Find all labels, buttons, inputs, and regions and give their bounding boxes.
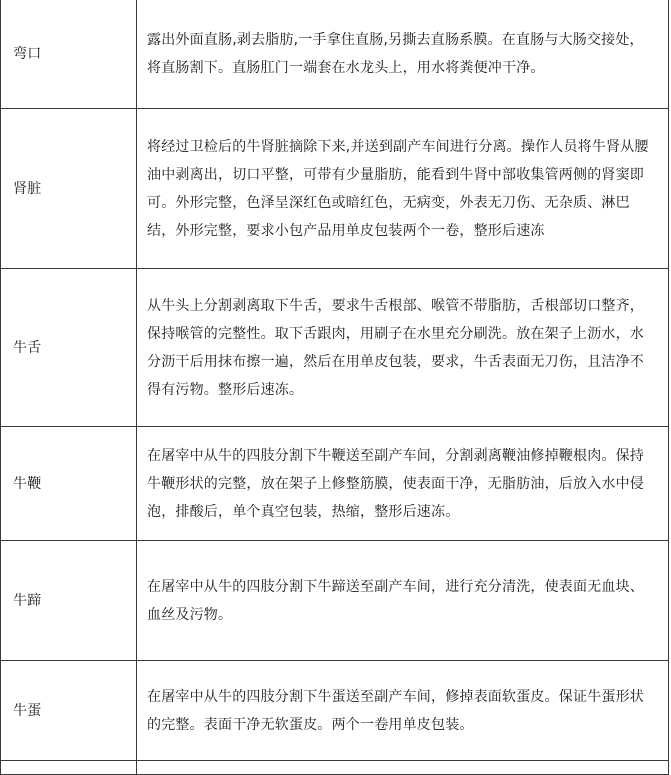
table-row-partial (1, 761, 669, 775)
row-name: 肾脏 (13, 180, 42, 197)
row-description: 在屠宰中从牛的四肢分割下牛蹄送至副产车间，进行充分清洗，使表面无血块、血丝及污物。 (147, 578, 644, 623)
row-name-cell (1, 269, 137, 427)
row-name: 牛蛋 (13, 702, 42, 719)
row-description-cell (137, 541, 669, 661)
row-description: 在屠宰中从牛的四肢分割下牛鞭送至副产车间，分割剥离鞭油修掉鞭根肉。保持牛鞭形状的完整，放在架子上修整筋膜，使表面干净，无脂肪油，后放入水中侵泡，排酸后，单个真空包装，热缩，整形后速冻。 (147, 447, 644, 520)
row-name-cell (1, 109, 137, 269)
row-name: 牛鞭 (13, 475, 42, 492)
row-description: 露出外面直肠,剥去脂肪,一手拿住直肠,另撕去直肠系膜。在直肠与大肠交接处，将直肠割下。直肠肛门一端套在水龙头上，用水将粪便冲干净。 (147, 31, 644, 76)
row-description-cell (137, 109, 669, 269)
row-name-cell (1, 541, 137, 661)
row-name-cell (1, 0, 137, 109)
row-name: 牛舌 (13, 339, 42, 356)
row-description: 在屠宰中从牛的四肢分割下牛蛋送至副产车间，修掉表面软蛋皮。保证牛蛋形状的完整。表面干净无软蛋皮。两个一卷用单皮包装。 (147, 688, 644, 733)
table-row (1, 109, 669, 269)
row-name: 牛蹄 (13, 592, 42, 609)
row-description-cell (137, 0, 669, 109)
row-name-cell (1, 761, 137, 775)
row-description-cell (137, 427, 669, 541)
row-description: 从牛头上分割剥离取下牛舌，要求牛舌根部、喉管不带脂肪，舌根部切口整齐，保持喉管的完整性。取下舌跟肉，用刷子在水里充分刷洗。放在架子上沥水，水分沥干后用抹布擦一遍，然后在用单皮包装，要求，牛舌表面无刀伤，且洁净不得有污物。整形后速冻。 (147, 297, 644, 398)
row-name: 弯口 (13, 45, 42, 62)
row-name-cell (1, 427, 137, 541)
table-row (1, 661, 669, 761)
row-description-cell (137, 761, 669, 775)
table-row (1, 0, 669, 109)
table-row (1, 427, 669, 541)
row-description-cell (137, 269, 669, 427)
row-description-cell (137, 661, 669, 761)
table-row (1, 269, 669, 427)
row-description: 将经过卫检后的牛肾脏摘除下来,并送到副产车间进行分离。操作人员将牛肾从腰油中剥离出，切口平整，可带有少量脂肪，能看到牛肾中部收集管两侧的肾窦即可。外形完整，色泽呈深红色或暗红色，无病变，外表无刀伤、无杂质、淋巴结，外形完整，要求小包产品用单皮包装两个一卷，整形后速冻 (147, 138, 649, 239)
table-row (1, 541, 669, 661)
row-name-cell (1, 661, 137, 761)
